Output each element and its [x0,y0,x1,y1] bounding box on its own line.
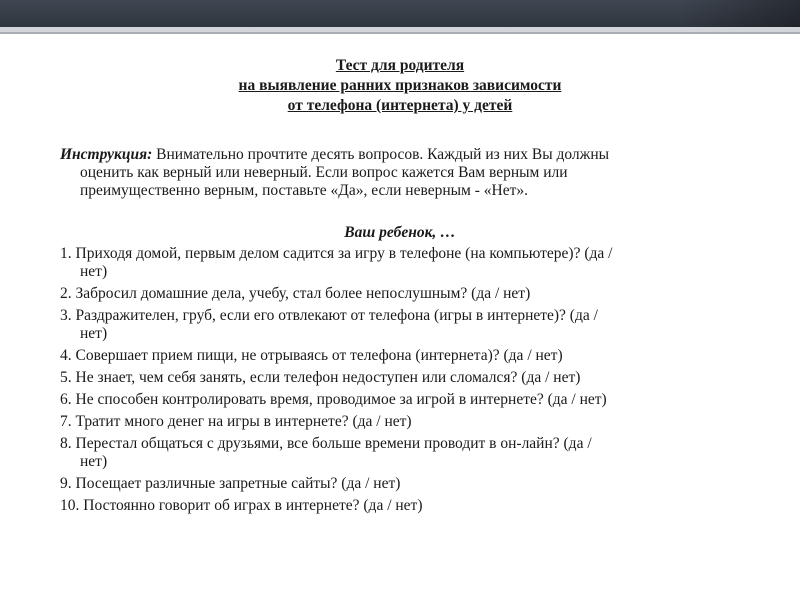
question-text: 4. Совершает прием пищи, не отрываясь от телефона (интернета)? (да / нет) [60,347,563,364]
question-text: 5. Не знает, чем себя занять, если телефон недоступен или сломался? (да / нет) [60,369,581,386]
question-item [60,307,760,343]
question-text: 7. Тратит много денег на игры в интернете? (да / нет) [60,413,412,430]
question-item [60,435,760,471]
question-text: 8. Перестал общаться с друзьями, все больше времени проводит в он-лайн? (да / [60,435,592,452]
question-item [60,369,760,387]
instruction-paragraph [60,146,760,200]
question-text: 3. Раздражителен, груб, если его отвлекают от телефона (игры в интернете)? (да / [60,307,598,324]
instruction-line-2: оценить как верный или неверный. Если вопрос кажется Вам верным или [80,164,568,181]
question-text: 2. Забросил домашние дела, учебу, стал более непослушным? (да / нет) [60,285,531,302]
question-item [60,245,760,281]
instruction-text-1: Внимательно прочтите десять вопросов. Каждый из них Вы должны [152,146,610,163]
question-text: 6. Не способен контролировать время, проводимое за игрой в интернете? (да / нет) [60,391,607,408]
title-line-3: от телефона (интернета) у детей [287,97,513,114]
header-stripe-dark [0,32,800,34]
question-text-cont: нет) [80,263,108,280]
question-item [60,347,760,365]
question-item [60,413,760,431]
question-item [60,475,760,493]
question-text: 1. Приходя домой, первым делом садится за игру в телефоне (на компьютере)? (да / [60,245,613,262]
page-title [0,56,800,116]
instruction-label: Инструкция: [60,146,153,163]
question-text-cont: нет) [80,453,108,470]
instruction-line-3: преимущественно верным, поставьте «Да», если неверным - «Нет». [80,182,528,199]
instruction-line-1 [60,146,760,164]
questions-subheading: Ваш ребенок, … [344,224,456,241]
question-text: 10. Постоянно говорит об играх в интернете? (да / нет) [60,497,423,514]
header-bar-shadow [680,0,800,27]
question-text: 9. Посещает различные запретные сайты? (да / нет) [60,475,401,492]
title-line-2: на выявление ранних признаков зависимости [238,77,562,94]
question-item [60,391,760,409]
question-item [60,285,760,303]
questions-list [60,245,760,519]
question-item [60,497,760,515]
question-text-cont: нет) [80,325,108,342]
title-line-1: Тест для родителя [335,57,465,74]
